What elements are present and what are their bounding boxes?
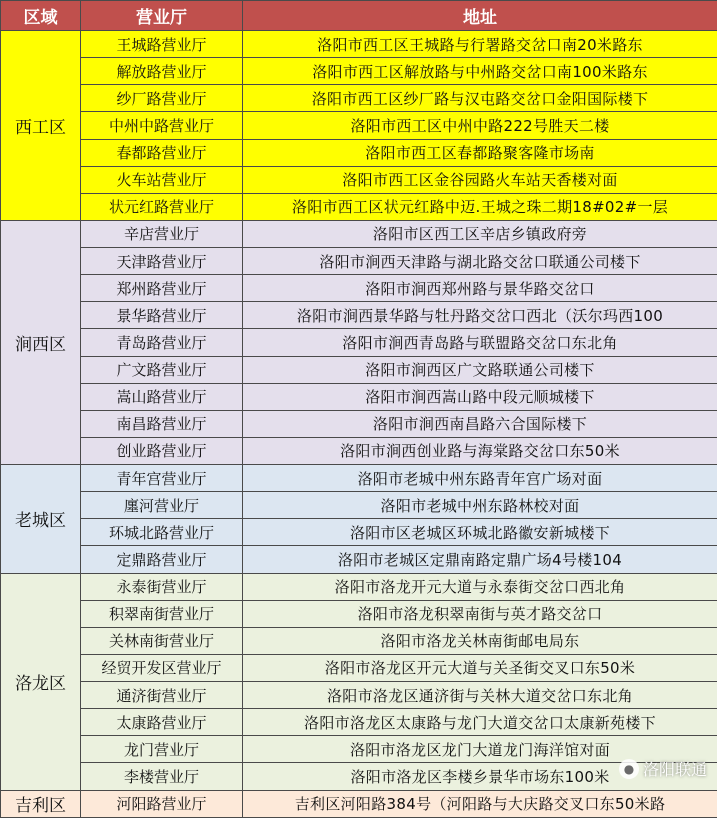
watermark — [619, 757, 707, 780]
address-cell: 洛阳市涧西创业路与海棠路交岔口东50米 — [243, 437, 717, 464]
table-row — [1, 275, 717, 302]
table-row — [1, 736, 717, 763]
address-cell: 洛阳市洛龙区李楼乡景华市场东100米 — [243, 763, 717, 790]
table-row — [1, 410, 717, 437]
hall-name-cell: 景华路营业厅 — [81, 302, 243, 329]
hall-name-cell: 春都路营业厅 — [81, 139, 243, 166]
table-row — [1, 682, 717, 709]
table-row — [1, 193, 717, 220]
district-cell: 西工区 — [1, 31, 81, 221]
table-row — [1, 437, 717, 464]
address-cell: 洛阳市区西工区辛店乡镇政府旁 — [243, 220, 717, 247]
table-row — [1, 58, 717, 85]
address-cell: 洛阳市洛龙区通济街与关林大道交岔口东北角 — [243, 682, 717, 709]
address-cell: 洛阳市洛龙区开元大道与关圣街交叉口东50米 — [243, 654, 717, 681]
hall-name-cell: 龙门营业厅 — [81, 736, 243, 763]
address-cell: 洛阳市西工区解放路与中州路交岔口南100米路东 — [243, 58, 717, 85]
table-row — [1, 627, 717, 654]
address-cell: 洛阳市涧西天津路与湖北路交岔口联通公司楼下 — [243, 248, 717, 275]
table-row — [1, 492, 717, 519]
hall-name-cell: 经贸开发区营业厅 — [81, 654, 243, 681]
hall-name-cell: 解放路营业厅 — [81, 58, 243, 85]
hall-name-cell: 火车站营业厅 — [81, 166, 243, 193]
table-row — [1, 356, 717, 383]
table-row — [1, 139, 717, 166]
district-cell: 老城区 — [1, 465, 81, 574]
address-cell: 洛阳市老城中州东路林校对面 — [243, 492, 717, 519]
table-row — [1, 465, 717, 492]
address-cell: 洛阳市涧西郑州路与景华路交岔口 — [243, 275, 717, 302]
address-cell: 洛阳市老城区定鼎南路定鼎广场4号楼104 — [243, 546, 717, 573]
address-cell: 洛阳市涧西嵩山路中段元顺城楼下 — [243, 383, 717, 410]
hall-name-cell: 辛店营业厅 — [81, 220, 243, 247]
address-cell: 洛阳市洛龙关林南街邮电局东 — [243, 627, 717, 654]
wechat-icon: ● — [619, 759, 639, 779]
hall-name-cell: 纱厂路营业厅 — [81, 85, 243, 112]
hall-name-cell: 环城北路营业厅 — [81, 519, 243, 546]
address-cell: 洛阳市洛龙区太康路与龙门大道交岔口太康新苑楼下 — [243, 709, 717, 736]
table-row — [1, 709, 717, 736]
table-row — [1, 763, 717, 790]
table-row — [1, 248, 717, 275]
table-row — [1, 31, 717, 58]
table-row — [1, 573, 717, 600]
table-row — [1, 790, 717, 818]
address-cell: 洛阳市区老城区环城北路徽安新城楼下 — [243, 519, 717, 546]
hall-name-cell: 王城路营业厅 — [81, 31, 243, 58]
hall-name-cell: 嵩山路营业厅 — [81, 383, 243, 410]
hall-name-cell: 李楼营业厅 — [81, 763, 243, 790]
table-row — [1, 654, 717, 681]
address-cell: 洛阳市涧西青岛路与联盟路交岔口东北角 — [243, 329, 717, 356]
table-row — [1, 166, 717, 193]
hall-name-cell: 通济街营业厅 — [81, 682, 243, 709]
hall-name-cell: 郑州路营业厅 — [81, 275, 243, 302]
hall-name-cell: 南昌路营业厅 — [81, 410, 243, 437]
table-row — [1, 85, 717, 112]
hall-name-cell: 中州中路营业厅 — [81, 112, 243, 139]
address-cell: 洛阳市西工区纱厂路与汉屯路交岔口金阳国际楼下 — [243, 85, 717, 112]
header-district: 区域 — [1, 1, 81, 31]
district-cell: 涧西区 — [1, 220, 81, 464]
hall-name-cell: 状元红路营业厅 — [81, 193, 243, 220]
address-cell: 洛阳市洛龙积翠南街与英才路交岔口 — [243, 600, 717, 627]
address-cell: 洛阳市西工区中州中路222号胜天二楼 — [243, 112, 717, 139]
table-row — [1, 220, 717, 247]
hall-name-cell: 太康路营业厅 — [81, 709, 243, 736]
address-cell: 洛阳市老城中州东路青年宫广场对面 — [243, 465, 717, 492]
table-row — [1, 600, 717, 627]
address-cell: 洛阳市涧西区广文路联通公司楼下 — [243, 356, 717, 383]
hall-name-cell: 广文路营业厅 — [81, 356, 243, 383]
table-row — [1, 112, 717, 139]
hall-name-cell: 创业路营业厅 — [81, 437, 243, 464]
address-cell: 洛阳市洛龙开元大道与永泰街交岔口西北角 — [243, 573, 717, 600]
hall-name-cell: 永泰街营业厅 — [81, 573, 243, 600]
hall-name-cell: 青年宫营业厅 — [81, 465, 243, 492]
table-row — [1, 519, 717, 546]
watermark-text: 洛阳联通 — [642, 760, 707, 779]
hall-name-cell: 积翠南街营业厅 — [81, 600, 243, 627]
address-cell: 洛阳市涧西南昌路六合国际楼下 — [243, 410, 717, 437]
table-row — [1, 546, 717, 573]
table-body — [1, 31, 717, 818]
header-row — [1, 1, 717, 31]
address-cell: 洛阳市西工区春都路聚客隆市场南 — [243, 139, 717, 166]
district-cell: 吉利区 — [1, 790, 81, 818]
hall-name-cell: 青岛路营业厅 — [81, 329, 243, 356]
table-row — [1, 329, 717, 356]
address-cell: 洛阳市涧西景华路与牡丹路交岔口西北（沃尔玛西100 — [243, 302, 717, 329]
address-cell: 洛阳市洛龙区龙门大道龙门海洋馆对面 — [243, 736, 717, 763]
header-address: 地址 — [243, 1, 717, 31]
header-hall: 营业厅 — [81, 1, 243, 31]
hall-name-cell: 定鼎路营业厅 — [81, 546, 243, 573]
address-cell: 吉利区河阳路384号（河阳路与大庆路交叉口东50米路 — [243, 790, 717, 818]
hall-name-cell: 关林南街营业厅 — [81, 627, 243, 654]
hall-name-cell: 廛河营业厅 — [81, 492, 243, 519]
district-cell: 洛龙区 — [1, 573, 81, 790]
hall-name-cell: 河阳路营业厅 — [81, 790, 243, 818]
address-cell: 洛阳市西工区王城路与行署路交岔口南20米路东 — [243, 31, 717, 58]
table-row — [1, 383, 717, 410]
hall-name-cell: 天津路营业厅 — [81, 248, 243, 275]
table-row — [1, 302, 717, 329]
address-cell: 洛阳市西工区金谷园路火车站天香楼对面 — [243, 166, 717, 193]
address-cell: 洛阳市西工区状元红路中迈.王城之珠二期18#02#一层 — [243, 193, 717, 220]
